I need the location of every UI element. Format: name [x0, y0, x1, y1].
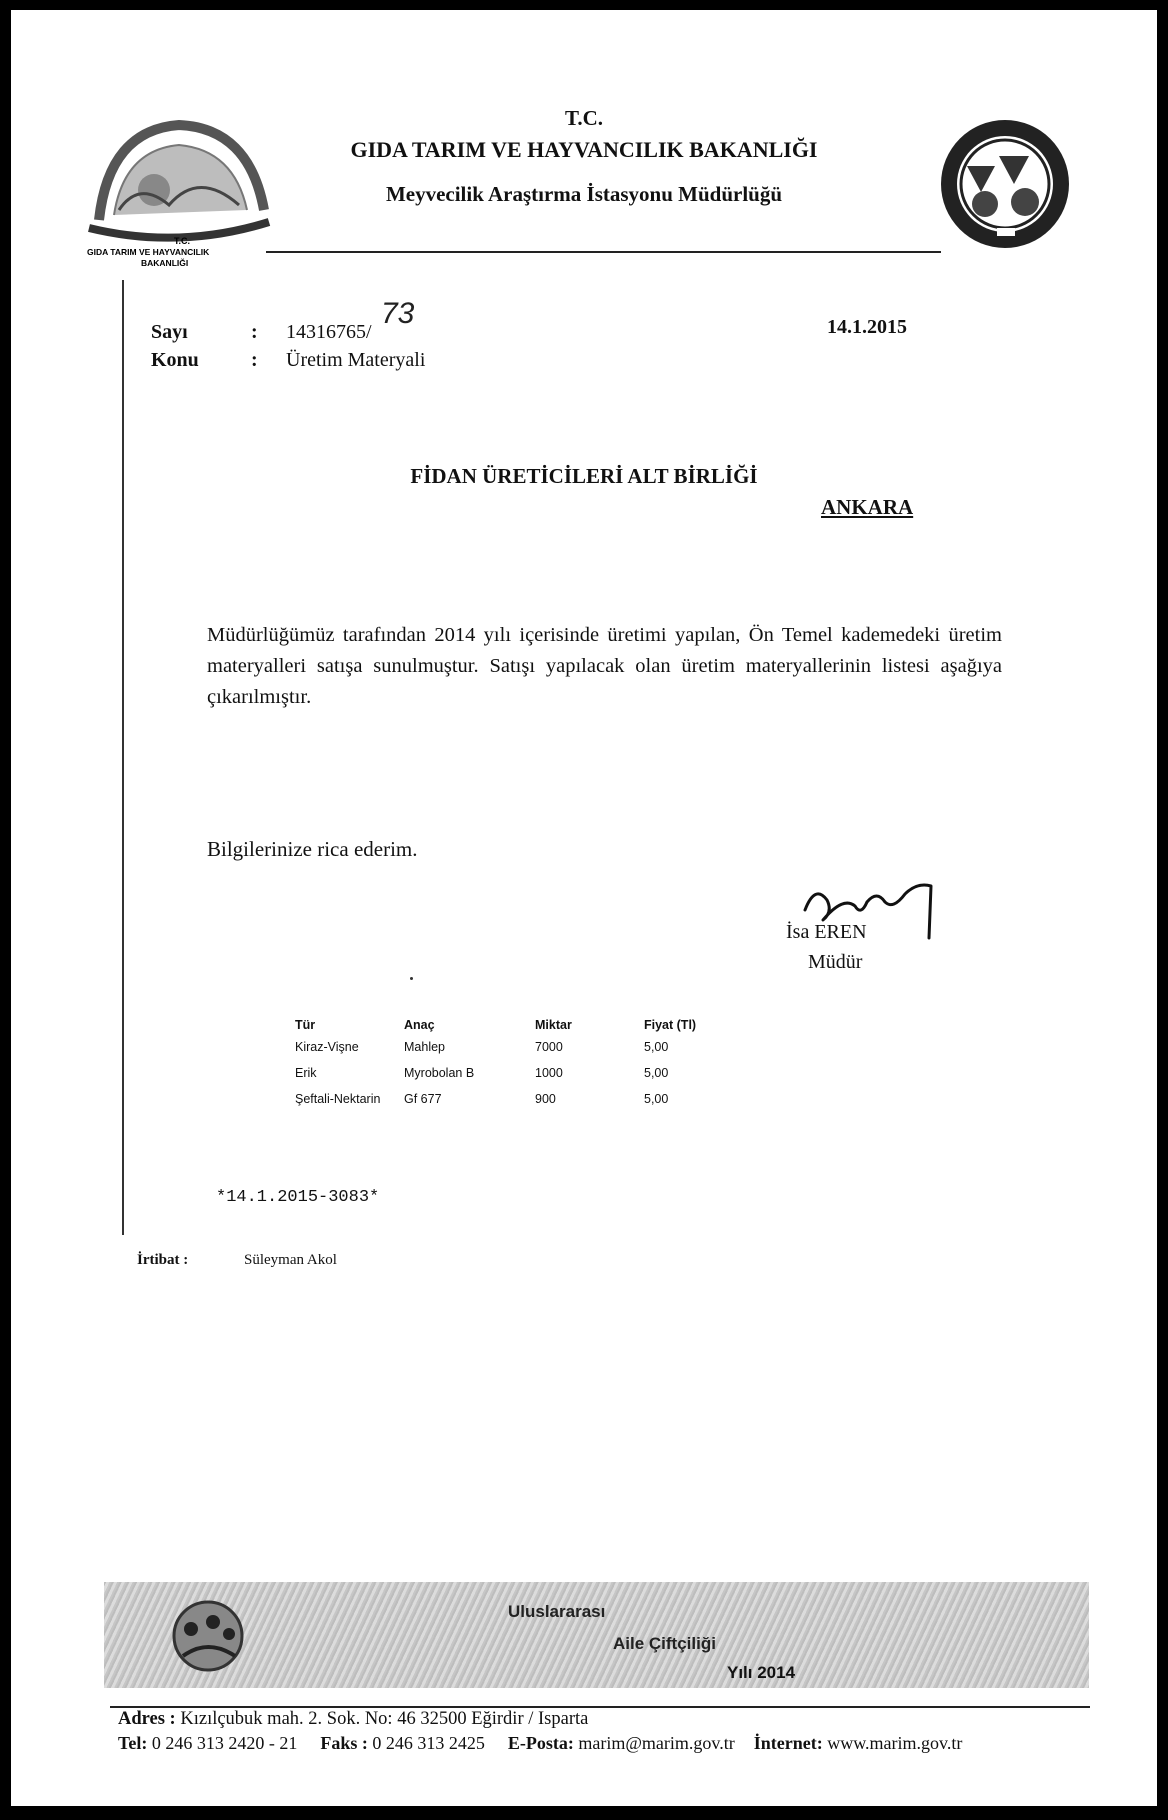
cell-anac: Mahlep [404, 1040, 445, 1054]
addressee-city: ANKARA [821, 495, 914, 519]
konu-label: Konu [151, 349, 199, 371]
closing-line: Bilgilerinize rica ederim. [207, 837, 418, 861]
column-header-miktar: Miktar [535, 1018, 572, 1032]
email-value[interactable]: marim@marim.gov.tr [578, 1733, 735, 1753]
cell-miktar: 7000 [535, 1040, 563, 1054]
internet-value[interactable]: www.marim.gov.tr [827, 1733, 963, 1753]
logo-text-line1: GIDA TARIM VE HAYVANCILIK [87, 247, 210, 257]
sayi-handwritten-number: 73 [381, 297, 415, 330]
product-table [295, 1018, 734, 1118]
cell-anac: Gf 677 [404, 1092, 442, 1106]
cell-fiyat: 5,00 [644, 1040, 669, 1054]
column-header-fiyat: Fiyat (Tl) [644, 1018, 697, 1032]
contact-name: Süleyman Akol [244, 1252, 337, 1268]
fax-label: Faks : [320, 1733, 368, 1753]
sayi-label: Sayı [151, 321, 188, 343]
header-divider [266, 251, 941, 253]
left-margin-line [122, 280, 124, 1235]
stray-dot [410, 977, 413, 980]
address-value: Kızılçubuk mah. 2. Sok. No: 46 32500 Eğirdir / Isparta [180, 1709, 589, 1729]
konu-value: Üretim Materyali [286, 349, 426, 371]
document-page [11, 10, 1157, 1806]
cell-miktar: 1000 [535, 1066, 563, 1080]
table-header-row [295, 1018, 734, 1040]
table-row [295, 1066, 734, 1092]
body-text: Müdürlüğümüz tarafından 2014 yılı içerisinde üretimi yapılan, Ön Temel kademedeki üretim materyalleri satışa sunulmuştur. Satışı yapılacak olan üretim materyallerinin listesi aşağıya çıkarılmıştır. [207, 624, 1002, 708]
table-row [295, 1092, 734, 1118]
body-paragraph [207, 620, 1002, 713]
footer-contact-line [118, 1733, 962, 1754]
cell-miktar: 900 [535, 1092, 556, 1106]
signatory-name: İsa EREN [786, 921, 867, 943]
logo-text-line2: BAKANLIĞI [141, 258, 189, 268]
banner-text-line3: Yılı 2014 [727, 1663, 796, 1682]
logo-text-tc: T.C. [174, 236, 191, 246]
sayi-colon: : [251, 321, 258, 343]
tel-label: Tel: [118, 1733, 148, 1753]
cell-tur: Şeftali-Nektarin [295, 1092, 381, 1106]
footer-address-line [118, 1709, 588, 1730]
header-tc: T.C. [564, 106, 604, 130]
banner-text-line2: Aile Çiftçiliği [613, 1634, 716, 1653]
cell-tur: Erik [295, 1066, 317, 1080]
header-ministry: GIDA TARIM VE HAYVANCILIK BAKANLIĞI [350, 137, 818, 162]
konu-colon: : [251, 349, 258, 371]
header-directorate: Meyvecilik Araştırma İstasyonu Müdürlüğü [385, 182, 783, 206]
sayi-value: 14316765/ [286, 321, 372, 343]
document-date: 14.1.2015 [827, 316, 907, 338]
cell-fiyat: 5,00 [644, 1066, 669, 1080]
table-row [295, 1040, 734, 1066]
cell-tur: Kiraz-Vişne [295, 1040, 359, 1054]
address-label: Adres : [118, 1709, 176, 1729]
email-label: E-Posta: [507, 1733, 574, 1753]
column-header-tur: Tür [295, 1018, 316, 1032]
cell-fiyat: 5,00 [644, 1092, 669, 1106]
document-reference-code: *14.1.2015-3083* [216, 1188, 380, 1207]
footer-divider [110, 1706, 1090, 1708]
contact-label: İrtibat : [137, 1252, 189, 1268]
cell-anac: Myrobolan B [404, 1066, 475, 1080]
banner-text-line1: Uluslararası [508, 1602, 606, 1621]
column-header-anac: Anaç [404, 1018, 435, 1032]
internet-label: İnternet: [753, 1733, 823, 1753]
signatory-title: Müdür [808, 951, 863, 973]
fax-value: 0 246 313 2425 [372, 1733, 485, 1753]
family-year-emblem [163, 1594, 253, 1678]
addressee-name: FİDAN ÜRETİCİLERİ ALT BİRLİĞİ [410, 464, 758, 488]
tel-value: 0 246 313 2420 - 21 [151, 1733, 298, 1753]
